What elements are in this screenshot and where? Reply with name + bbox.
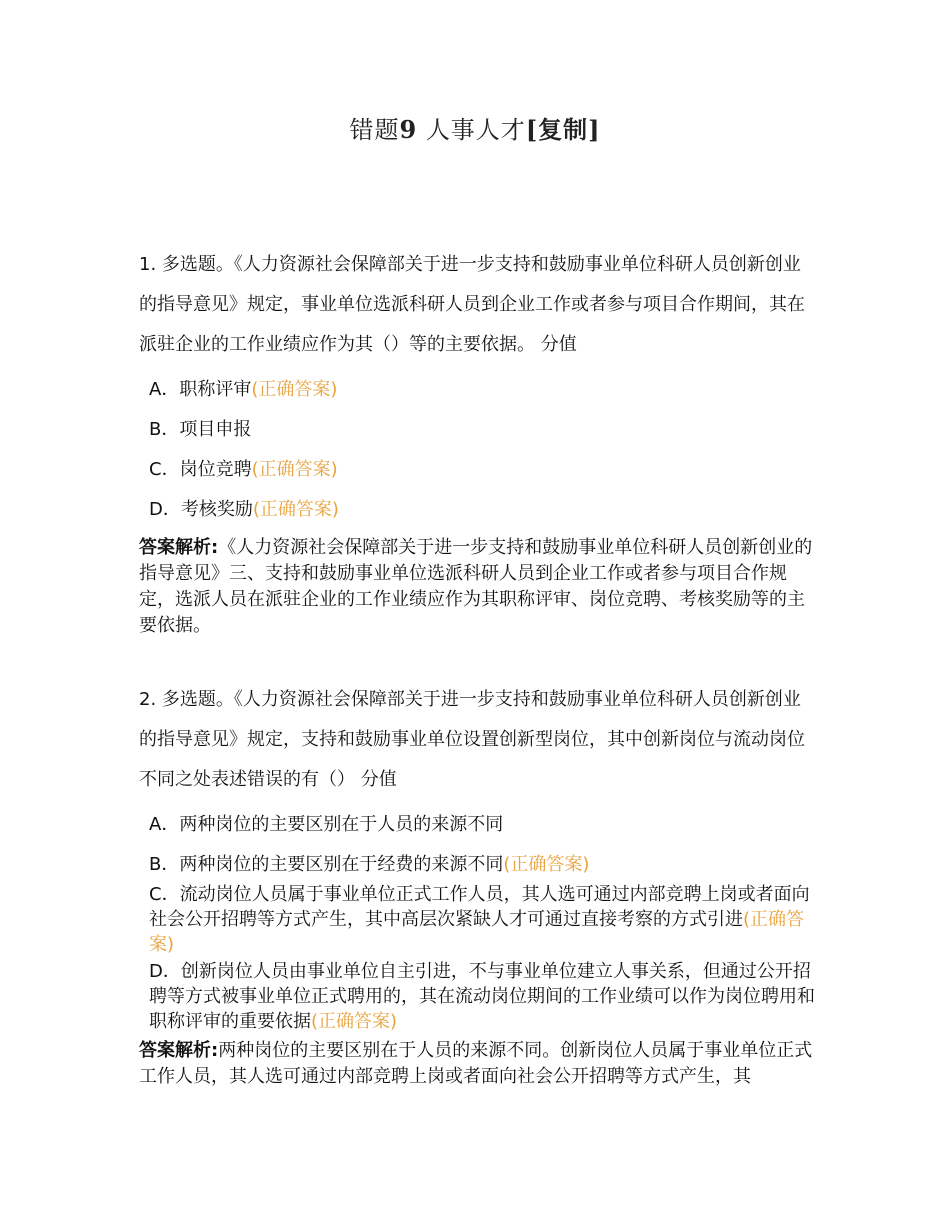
- answer-analysis: [139, 535, 815, 639]
- option-a[interactable]: A．两种岗位的主要区别在于人员的来源不同: [149, 814, 504, 835]
- page-title: [0, 110, 950, 145]
- answer-analysis: [139, 1038, 815, 1090]
- option-b[interactable]: B．项目申报: [149, 419, 252, 440]
- correct-answer-mark: (正确答案): [503, 854, 590, 875]
- question-text: 1. 多选题。《人力资源社会保障部关于进一步支持和鼓励事业单位科研人员创新创业的指导意见》规定，事业单位选派科研人员到企业工作或者参与项目合作期间，其在派驻企业的工作业绩应作为其（）等的主要依据。 分值: [139, 254, 805, 355]
- correct-answer-mark: (正确答案): [149, 909, 805, 955]
- option-c[interactable]: C．流动岗位人员属于事业单位正式工作人员，其人选可通过内部竞聘上岗或者面向社会公开招聘等方式产生，其中高层次紧缺人才可通过直接考察的方式引进(正确答案): [149, 884, 810, 955]
- question-1: [139, 245, 815, 639]
- analysis-label: 答案解析:: [139, 537, 219, 558]
- title-main: 人事人才: [425, 116, 526, 144]
- option-a[interactable]: A．职称评审(正确答案): [149, 379, 338, 400]
- option-d[interactable]: D．创新岗位人员由事业单位自主引进，不与事业单位建立人事关系，但通过公开招聘等方式被事业单位正式聘用的，其在流动岗位期间的工作业绩可以作为岗位聘用和职称评审的重要依据(正确答案): [149, 961, 815, 1032]
- title-prefix: 错题: [349, 116, 400, 144]
- option-c[interactable]: C．岗位竞聘(正确答案): [149, 459, 338, 480]
- title-number: 9: [399, 115, 418, 144]
- correct-answer-mark: (正确答案): [251, 459, 338, 480]
- option-d[interactable]: D．考核奖励(正确答案): [149, 499, 339, 520]
- correct-answer-mark: (正确答案): [311, 1011, 398, 1032]
- analysis-text: 《人力资源社会保障部关于进一步支持和鼓励事业单位科研人员创新创业的指导意见》三、支持和鼓励事业单位选派科研人员到企业工作或者参与项目合作规定，选派人员在派驻企业的工作业绩应作为其职称评审、岗位竞聘、考核奖励等的主要依据。: [139, 537, 813, 636]
- question-text: 2. 多选题。《人力资源社会保障部关于进一步支持和鼓励事业单位科研人员创新创业的指导意见》规定，支持和鼓励事业单位设置创新型岗位，其中创新岗位与流动岗位不同之处表述错误的有（） 分值: [139, 689, 805, 790]
- title-suffix: [复制]: [525, 115, 601, 144]
- analysis-label: 答案解析:: [139, 1040, 219, 1061]
- question-2: [139, 680, 815, 1090]
- analysis-text: 两种岗位的主要区别在于人员的来源不同。创新岗位人员属于事业单位正式工作人员，其人选可通过内部竞聘上岗或者面向社会公开招聘等方式产生，其: [139, 1040, 813, 1087]
- correct-answer-mark: (正确答案): [251, 379, 338, 400]
- option-b[interactable]: B．两种岗位的主要区别在于经费的来源不同(正确答案): [149, 854, 590, 875]
- correct-answer-mark: (正确答案): [252, 499, 339, 520]
